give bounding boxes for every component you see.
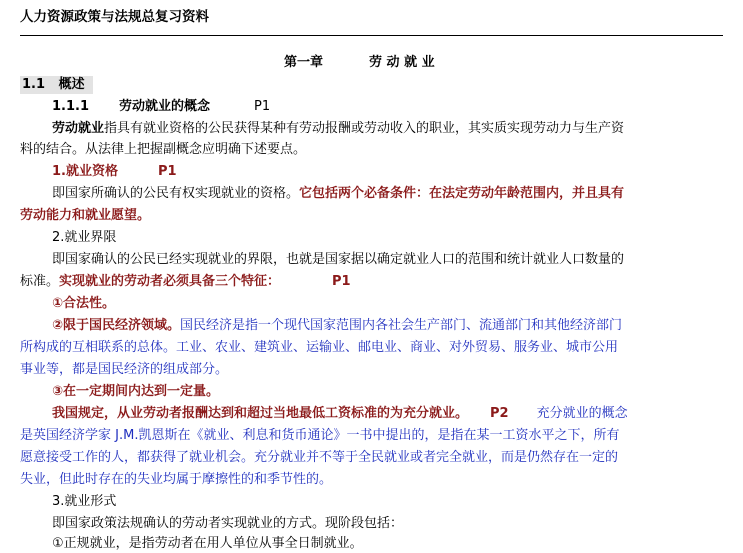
- item3-heading: 3.就业形式: [52, 494, 117, 509]
- full-employment-line-3: 愿意接受工作的人，都获得了就业机会。充分就业并不等于全民就业或者完全就业，而是仍然存在一定的: [20, 450, 619, 465]
- subsection-heading: [52, 98, 733, 116]
- item2-line-2: 标准。实现就业的劳动者必须具备三个特征： P1: [20, 274, 351, 289]
- feature-2-line-3: 事业等，都是国民经济的组成部分。: [20, 362, 229, 377]
- full-employment-line-4: 失业，但此时存在的失业均属于摩擦性的和季节性的。: [20, 472, 333, 487]
- feature-2-line-2: 所构成的互相联系的总体。工业、农业、建筑业、运输业、邮电业、商业、对外贸易、服务业、城市公用: [20, 340, 619, 355]
- section-name: 概述: [58, 77, 85, 92]
- item2-heading: 2.就业界限: [52, 230, 117, 245]
- definition-term: 劳动就业: [52, 121, 105, 136]
- feature-3: ③在一定期间内达到一定量。: [52, 384, 220, 399]
- definition-line-1: 劳动就业指具有就业资格的公民获得某种有劳动报酬或劳动收入的职业，其实质实现劳动力与生产资: [52, 121, 625, 136]
- header-rule: [20, 35, 723, 36]
- item1-line-1: 即国家所确认的公民有权实现就业的资格。它包括两个必备条件：在法定劳动年龄范围内，并且具有: [52, 186, 625, 201]
- item2-line-1: 即国家确认的公民已经实现就业的界限，也就是国家据以确定就业人口的范围和统计就业人口数量的: [52, 252, 625, 267]
- section-number: 1.1: [22, 77, 46, 92]
- rule-page: P2: [490, 406, 509, 421]
- definition-line-2: 料的结合。从法律上把握副概念应明确下述要点。: [20, 142, 307, 157]
- chapter-label: 第一章: [284, 55, 324, 70]
- item3-line-1: 即国家政策法规确认的劳动者实现就业的方式。现阶段包括：: [52, 516, 404, 531]
- item3-line-2: ①正规就业，是指劳动者在用人单位从事全日制就业。: [52, 536, 363, 551]
- subsection-name: 劳动就业的概念: [119, 99, 211, 114]
- document-title: 人力资源政策与法规总复习资料: [20, 9, 209, 25]
- feature-2-line-1: ②限于国民经济领域。国民经济是指一个现代国家范围内各社会生产部门、流通部门和其他经济部门: [52, 318, 623, 333]
- full-employment-line-2: 是英国经济学家 J.M.凯恩斯在《就业、利息和货币通论》一书中提出的，是指在某一工资水平之下，所有: [20, 428, 620, 443]
- item1-page: P1: [157, 164, 177, 179]
- full-employment-rule: 我国规定，从业劳动者报酬达到和超过当地最低工资标准的为充分就业。 P2 充分就业的概念: [52, 406, 628, 421]
- feature-1: ①合法性。: [52, 296, 116, 311]
- item1-line-2: 劳动能力和就业愿望。: [20, 208, 151, 223]
- subsection-number: 1.1.1: [52, 99, 90, 114]
- item2-page: P1: [332, 274, 351, 289]
- section-heading: [20, 76, 733, 94]
- item1-heading: 1.就业资格 P1: [52, 164, 177, 179]
- chapter-heading: [284, 54, 733, 72]
- subsection-page: P1: [254, 99, 271, 114]
- chapter-name: 劳 动 就 业: [369, 55, 435, 70]
